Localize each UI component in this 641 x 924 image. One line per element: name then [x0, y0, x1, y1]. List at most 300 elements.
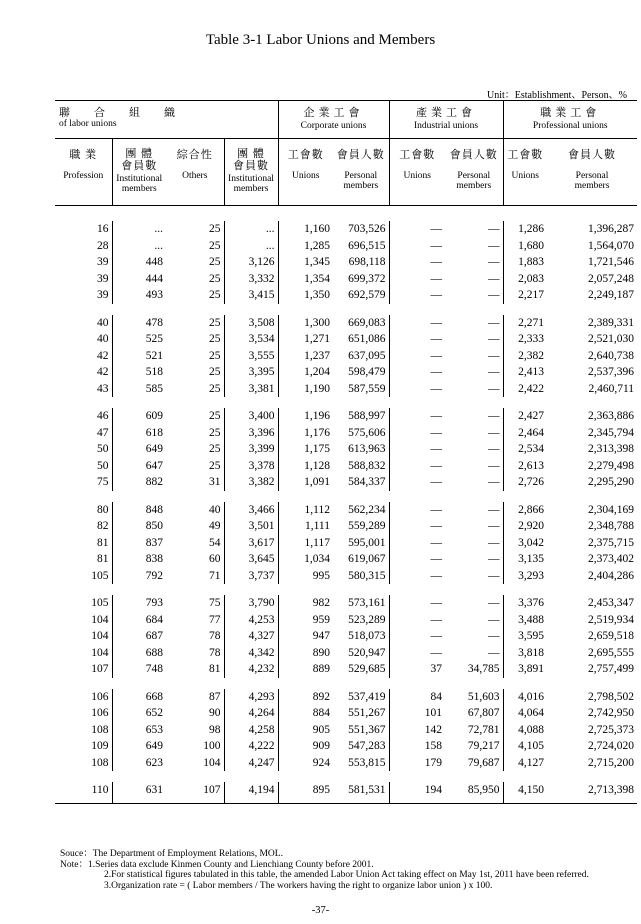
table-cell: 3,376 [503, 595, 547, 612]
table-cell: 2,413 [503, 364, 547, 381]
column-header-zh: 綜合性 [176, 149, 213, 161]
table-cell: 107 [91, 663, 109, 675]
table-cell: 1,350 [278, 287, 333, 304]
table-cell: 2,742,950 [588, 707, 635, 719]
table-cell: — [389, 502, 445, 519]
table-cell: 1,271 [278, 331, 333, 348]
table-cell: 4,264 [224, 705, 278, 722]
table-cell: 1,175 [278, 441, 333, 458]
table-cell: — [389, 238, 445, 255]
table-cell: 40 [97, 316, 109, 329]
table-cell: 684 [112, 612, 166, 629]
table-cell: 25 [209, 256, 221, 268]
table-cell: 2,724,020 [588, 740, 635, 752]
table-cell: 619,067 [348, 553, 386, 565]
table-cell: 696,515 [348, 239, 386, 252]
table-cell: 42 [97, 349, 109, 362]
table-row [55, 381, 637, 398]
table-cell: 637,095 [348, 349, 386, 362]
table-cell: 793 [112, 595, 166, 612]
note-1: Note：1.Series data exclude Kinmen County and Lienchiang County before 2001. [60, 859, 374, 870]
table-cell: 3,534 [224, 331, 278, 348]
table-cell: 2,534 [503, 441, 547, 458]
table-cell: 39 [97, 272, 109, 285]
table-cell: 3,488 [503, 612, 547, 629]
table-cell: 2,313,398 [588, 443, 635, 455]
table-cell: — [389, 271, 445, 288]
table-cell: 4,222 [224, 738, 278, 755]
table-cell: 748 [112, 661, 166, 678]
column-header-zh: 會員人數 [449, 149, 498, 161]
table-cell: 588,997 [348, 410, 386, 422]
table-cell: 623 [112, 755, 166, 772]
table-cell: 40 [97, 333, 109, 345]
table-row [55, 568, 637, 585]
table-cell: 688 [112, 645, 166, 662]
table-cell: 2,453,347 [588, 597, 635, 609]
table-row [55, 502, 637, 519]
table-cell: 687 [112, 628, 166, 645]
table-cell: 649 [112, 441, 166, 458]
table-cell: 51,603 [467, 690, 500, 703]
table-cell: 2,537,396 [588, 366, 635, 378]
table-cell: 67,807 [467, 707, 500, 719]
table-cell: 34,785 [467, 663, 500, 675]
table-cell: 50 [97, 443, 109, 455]
table-cell: 1,300 [278, 315, 333, 332]
table-cell: 82 [97, 520, 109, 532]
table-cell: 3,135 [503, 551, 547, 568]
table-row [55, 689, 637, 706]
table-cell: — [488, 289, 500, 301]
table-cell: — [488, 459, 500, 472]
table-cell: — [389, 425, 445, 442]
table-cell: 72,781 [467, 723, 500, 736]
table-row [55, 612, 637, 629]
table-cell: — [488, 646, 500, 659]
table-cell: 520,947 [348, 646, 386, 659]
column-header-zh: 團 體 會員數 [233, 148, 269, 172]
table-cell: 4,293 [224, 689, 278, 706]
table-cell: 46 [97, 410, 109, 422]
table-row [55, 221, 637, 238]
table-cell: 3,126 [224, 254, 278, 271]
table-cell: 84 [389, 689, 445, 706]
table-cell: 25 [209, 316, 221, 329]
table-cell: 71 [209, 569, 221, 582]
table-cell: — [389, 612, 445, 629]
table-cell: — [488, 382, 500, 395]
table-cell: 1,117 [278, 535, 333, 552]
table-cell: 2,715,200 [588, 756, 635, 769]
table-cell: 692,579 [348, 289, 386, 301]
table-cell: 31 [209, 476, 221, 488]
table-cell: 1,112 [278, 502, 333, 519]
table-cell: — [389, 645, 445, 662]
table-cell: 1,285 [278, 238, 333, 255]
table-cell: 2,519,934 [588, 613, 635, 626]
table-cell: 631 [112, 782, 166, 803]
table-cell: 553,815 [348, 756, 386, 769]
column-header [547, 139, 637, 206]
table-cell: 3,891 [503, 661, 547, 678]
table-row [55, 271, 637, 288]
table-cell: 3,790 [224, 595, 278, 612]
table-body [55, 206, 637, 804]
group-header-corporate [278, 101, 389, 139]
table-cell: 838 [112, 551, 166, 568]
table-cell: 537,419 [348, 690, 386, 703]
column-header [278, 139, 333, 206]
table-cell: 895 [278, 782, 333, 803]
table-cell: 478 [112, 315, 166, 332]
table-cell: — [389, 628, 445, 645]
table-cell: 947 [278, 628, 333, 645]
table-cell: 25 [209, 426, 221, 439]
table-cell: 792 [112, 568, 166, 585]
table-cell: — [389, 364, 445, 381]
table-cell: 848 [112, 502, 166, 519]
table-cell: 1,564,070 [588, 239, 635, 252]
table-cell: 2,659,518 [588, 630, 635, 642]
table-cell: 581,531 [333, 782, 389, 803]
table-cell: 25 [209, 239, 221, 252]
table-cell: 3,042 [503, 535, 547, 552]
table-cell: 647 [112, 458, 166, 475]
column-header-en: Unions [292, 171, 320, 181]
table-cell: 2,382 [503, 348, 547, 365]
source-note: Souce：The Department of Employment Relations, MOL. [60, 849, 283, 859]
table-cell: — [389, 595, 445, 612]
table-row [55, 595, 637, 612]
column-header-zh: 職 業 [69, 149, 98, 161]
table-cell: 40 [209, 503, 221, 516]
table-cell: 892 [278, 689, 333, 706]
table-cell: 194 [389, 782, 445, 803]
table-cell: 2,333 [503, 331, 547, 348]
table-cell: 1,286 [503, 221, 547, 238]
table-cell: — [488, 410, 500, 422]
table-row [55, 474, 637, 491]
table-cell: — [488, 316, 500, 329]
column-header-zh: 工會數 [507, 149, 544, 161]
table-row [55, 535, 637, 552]
unit-label: Unit：Establishment、Person、% [487, 90, 627, 101]
table-cell: 588,832 [348, 459, 386, 472]
table-cell: 3,737 [224, 568, 278, 585]
table-cell: 609 [112, 408, 166, 425]
table-cell: 104 [91, 630, 109, 642]
table-cell: — [488, 239, 500, 252]
table-cell: 1,680 [503, 238, 547, 255]
table-cell: 529,685 [348, 663, 386, 675]
table-row [55, 238, 637, 255]
table-cell: 2,521,030 [588, 333, 635, 345]
table-cell: 2,460,711 [588, 382, 635, 395]
table-cell: 518,073 [348, 630, 386, 642]
table-cell: 1,204 [278, 364, 333, 381]
table-cell: — [389, 331, 445, 348]
column-header-zh: 會員人數 [336, 149, 385, 161]
group-zh: 聯合組織 [59, 107, 199, 119]
table-cell: 3,466 [224, 502, 278, 519]
column-header-en: Profession [63, 171, 104, 181]
footnotes [60, 849, 635, 891]
table-cell: 668 [112, 689, 166, 706]
table-cell: — [488, 272, 500, 285]
table-row [55, 518, 637, 535]
table-cell: 982 [278, 595, 333, 612]
table-cell: — [488, 476, 500, 488]
column-header [445, 139, 503, 206]
table-cell: — [389, 535, 445, 552]
table-cell: 75 [97, 476, 109, 488]
table-cell: 25 [209, 410, 221, 422]
table-cell: — [488, 426, 500, 439]
table-cell: 2,389,331 [588, 316, 635, 329]
table-cell: 2,695,555 [588, 646, 635, 659]
table-cell: — [488, 503, 500, 516]
column-header-en: Unions [403, 171, 431, 181]
table-cell: 613,963 [348, 443, 386, 455]
table-row [55, 755, 637, 772]
table-row [55, 645, 637, 662]
group-zh: 產業工會 [416, 107, 477, 119]
table-row [55, 705, 637, 722]
table-cell: 98 [209, 723, 221, 736]
table-cell: 1,128 [278, 458, 333, 475]
table-cell: 25 [209, 443, 221, 455]
table-cell: 47 [97, 426, 109, 439]
note-2: 2.For statistical figures tabulated in this table, the amended Labor Union Act taking effect on May 1st, 2011 have been referred. [104, 870, 589, 880]
table-cell: 3,396 [224, 425, 278, 442]
table-cell: 703,526 [348, 223, 386, 235]
table-row [55, 425, 637, 442]
table-cell: 837 [112, 535, 166, 552]
table-cell: 3,293 [503, 568, 547, 585]
table-cell: — [389, 408, 445, 425]
table-cell: 669,083 [348, 316, 386, 329]
table-cell: 559,289 [348, 520, 386, 532]
table-cell: 75 [209, 597, 221, 609]
column-header-en: Institutional members [228, 174, 274, 194]
column-header-en: Personal members [574, 171, 610, 191]
table-cell: — [389, 441, 445, 458]
table-cell: 4,258 [224, 722, 278, 739]
table-cell: — [389, 518, 445, 535]
column-header [224, 139, 278, 206]
table-cell: ... [224, 221, 278, 238]
table-cell: 2,373,402 [588, 553, 635, 565]
table-cell: 618 [112, 425, 166, 442]
column-header [333, 139, 389, 206]
table-cell: — [488, 536, 500, 549]
group-zh: 企業工會 [303, 107, 364, 119]
table-cell: 25 [209, 333, 221, 345]
table-cell: 1,345 [278, 254, 333, 271]
table-cell: 2,713,398 [547, 782, 637, 803]
table-cell: 2,295,290 [588, 476, 635, 488]
table-cell: 60 [209, 553, 221, 565]
table-cell: 2,798,502 [588, 690, 635, 703]
column-header-en: Institutional members [116, 174, 163, 194]
table-cell: 25 [209, 382, 221, 395]
table-cell: 43 [97, 382, 109, 395]
table-cell: 78 [209, 630, 221, 642]
table-cell: — [488, 613, 500, 626]
table-cell: ... [224, 238, 278, 255]
table-cell: 3,400 [224, 408, 278, 425]
table-cell: 109 [91, 740, 109, 752]
table-cell: 2,725,373 [588, 723, 635, 736]
table-cell: — [488, 553, 500, 565]
table-cell: 2,866 [503, 502, 547, 519]
column-header-en: Others [182, 171, 208, 181]
table-cell: 49 [209, 520, 221, 532]
column-header [503, 139, 547, 206]
table-cell: 179 [389, 755, 445, 772]
table-cell: 448 [112, 254, 166, 271]
column-header-en: Personal members [456, 171, 492, 191]
column-header [55, 139, 112, 206]
table-cell: 78 [209, 646, 221, 659]
table-cell: 518 [112, 364, 166, 381]
table-cell: 25 [209, 289, 221, 301]
group-header-labor [55, 101, 278, 139]
group-en: Corporate unions [300, 121, 367, 131]
table-cell: 924 [278, 755, 333, 772]
table-cell: 884 [278, 705, 333, 722]
table-cell: 106 [91, 690, 109, 703]
column-header-zh: 工會數 [287, 149, 324, 161]
table-row [55, 254, 637, 271]
table-row [55, 722, 637, 739]
table-cell: 28 [97, 239, 109, 252]
table-cell: 2,279,498 [588, 459, 635, 472]
table-cell: 80 [97, 503, 109, 516]
table-cell: 79,687 [467, 756, 500, 769]
table-cell: 1,190 [278, 381, 333, 398]
table-row [55, 551, 637, 568]
table-cell: — [488, 520, 500, 532]
table-cell: 81 [209, 663, 221, 675]
table-cell: 1,721,546 [588, 256, 635, 268]
table-cell: 158 [389, 738, 445, 755]
table-cell: 3,818 [503, 645, 547, 662]
table-cell: — [488, 366, 500, 378]
table-row [55, 364, 637, 381]
table-cell: 1,160 [278, 221, 333, 238]
table-cell: 101 [389, 705, 445, 722]
table-cell: 4,327 [224, 628, 278, 645]
table-cell: 39 [97, 289, 109, 301]
table-cell: 25 [209, 366, 221, 378]
table-cell: 551,267 [348, 707, 386, 719]
table-row [55, 287, 637, 304]
table-cell: ... [112, 221, 166, 238]
table-cell: 587,559 [348, 382, 386, 395]
table-cell: 77 [209, 613, 221, 626]
table-cell: 493 [112, 287, 166, 304]
table-cell: 585 [112, 381, 166, 398]
table-cell: — [389, 381, 445, 398]
table-cell: 882 [112, 474, 166, 491]
table-cell: 580,315 [348, 569, 386, 582]
table-cell: 42 [97, 366, 109, 378]
table-cell: 4,088 [503, 722, 547, 739]
table-cell: 37 [389, 661, 445, 678]
table-cell: — [389, 458, 445, 475]
table-cell: 2,613 [503, 458, 547, 475]
page-title: Table 3-1 Labor Unions and Members [205, 32, 436, 48]
column-header [166, 139, 224, 206]
table-cell: 104 [91, 646, 109, 659]
table-cell: 850 [112, 518, 166, 535]
table-cell: — [488, 333, 500, 345]
table-cell: 2,422 [503, 381, 547, 398]
table-cell: 4,253 [224, 612, 278, 629]
table-cell: 79,217 [467, 740, 500, 752]
table-cell: 85,950 [445, 782, 503, 803]
table-cell: 3,395 [224, 364, 278, 381]
table-cell: 2,304,169 [588, 503, 635, 516]
table-cell: 3,595 [503, 628, 547, 645]
table-cell: 1,396,287 [588, 223, 635, 235]
table-cell: 104 [203, 756, 221, 769]
table-cell: 2,757,499 [588, 663, 635, 675]
table-cell: 3,508 [224, 315, 278, 332]
column-header-zh: 團 體 會員數 [121, 148, 158, 172]
table-cell: — [488, 630, 500, 642]
table-cell: 106 [91, 707, 109, 719]
table-cell: 4,105 [503, 738, 547, 755]
note-3: 3.Organization rate = ( Labor members / The workers having the right to organize labor union ) x 100. [104, 880, 493, 891]
table-cell: 551,367 [348, 723, 386, 736]
table-cell: 39 [97, 256, 109, 268]
table-cell: 2,375,715 [588, 536, 635, 549]
table-row [55, 348, 637, 365]
table-cell: 562,234 [348, 503, 386, 516]
table-cell: 4,247 [224, 755, 278, 772]
table-cell: 4,194 [224, 782, 278, 803]
table-row [55, 661, 637, 678]
table-cell: ... [112, 238, 166, 255]
table-cell: 54 [209, 536, 221, 549]
table-cell: 584,337 [348, 476, 386, 488]
table-cell: 142 [389, 722, 445, 739]
table-cell: 2,404,286 [588, 569, 635, 582]
table-cell: 3,332 [224, 271, 278, 288]
table-cell: 3,382 [224, 474, 278, 491]
group-en: of labor unions [59, 119, 117, 129]
table-cell: 107 [166, 782, 224, 803]
table-cell: — [389, 568, 445, 585]
table-cell: 3,378 [224, 458, 278, 475]
table-cell: 595,001 [348, 536, 386, 549]
table-cell: 2,217 [503, 287, 547, 304]
table-cell: 2,083 [503, 271, 547, 288]
table-cell: 2,348,788 [588, 520, 635, 532]
table-cell: 2,249,187 [588, 289, 635, 301]
table-row [55, 458, 637, 475]
table-row [55, 782, 637, 803]
table-cell: 2,464 [503, 425, 547, 442]
table-cell: 105 [91, 597, 109, 609]
table-cell: 889 [278, 661, 333, 678]
column-header [389, 139, 445, 206]
table-cell: 649 [112, 738, 166, 755]
table-cell: 110 [55, 782, 112, 803]
